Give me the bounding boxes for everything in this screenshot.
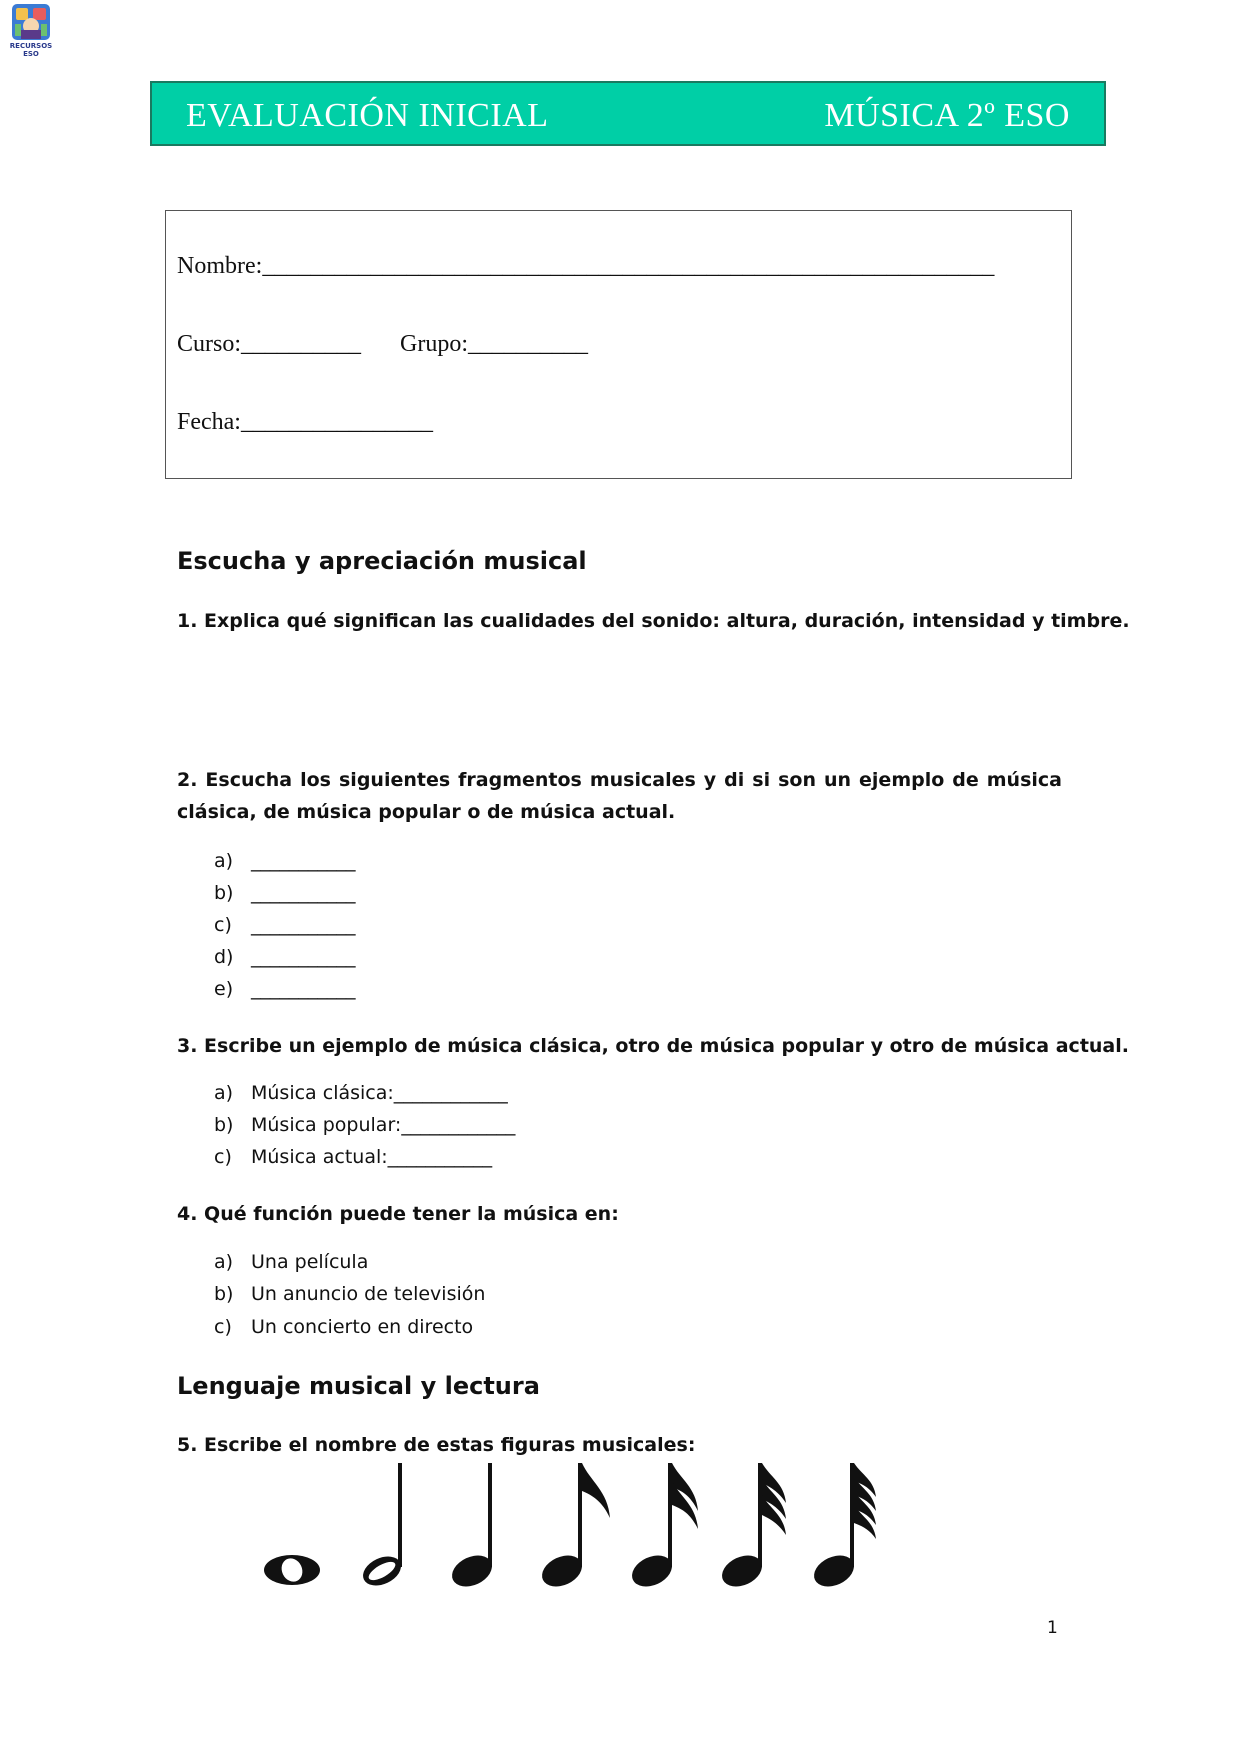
section-heading-lenguaje: Lenguaje musical y lectura (177, 1372, 540, 1400)
question-5: 5. Escribe el nombre de estas figuras musicales: (177, 1434, 696, 1456)
list-marker: b) (214, 1114, 234, 1136)
answer-blank[interactable]: ___________ (251, 850, 356, 872)
list-marker: b) (214, 1283, 234, 1305)
question-4: 4. Qué función puede tener la música en: (177, 1203, 619, 1225)
exam-title: EVALUACIÓN INICIAL (186, 97, 549, 134)
logo-text: RECURSOS ESO (9, 42, 53, 58)
answer-blank[interactable]: ___________ (251, 946, 356, 968)
list-marker: e) (214, 978, 234, 1000)
eighth-note-icon (537, 1463, 610, 1593)
list-marker: c) (214, 914, 232, 936)
answer-blank[interactable]: ___________ (251, 882, 356, 904)
answer-line[interactable]: Música actual:___________ (251, 1146, 493, 1168)
question-3: 3. Escribe un ejemplo de música clásica, otro de música popular y otro de música actual. (177, 1035, 1129, 1057)
musical-figures (262, 1463, 902, 1593)
list-marker: c) (214, 1316, 232, 1338)
list-text: Un anuncio de televisión (251, 1283, 486, 1305)
page-number: 1 (1047, 1618, 1058, 1638)
grupo-field[interactable]: Grupo:__________ (400, 331, 588, 357)
curso-field[interactable]: Curso:__________ (177, 331, 362, 357)
list-marker: c) (214, 1146, 232, 1168)
answer-line[interactable]: Música clásica:____________ (251, 1082, 508, 1104)
answer-blank[interactable]: ___________ (251, 978, 356, 1000)
sixteenth-note-icon (627, 1463, 698, 1593)
half-note-icon (358, 1463, 405, 1591)
list-marker: a) (214, 1082, 234, 1104)
list-text: Un concierto en directo (251, 1316, 474, 1338)
list-text: Una película (251, 1251, 369, 1273)
answer-line[interactable]: Música popular:____________ (251, 1114, 516, 1136)
answer-blank[interactable]: ___________ (251, 914, 356, 936)
nombre-field[interactable]: Nombre:_____________________________________________________________ (177, 253, 995, 279)
subject-title: MÚSICA 2º ESO (824, 97, 1070, 134)
section-heading-escucha: Escucha y apreciación musical (177, 547, 587, 575)
fecha-field[interactable]: Fecha:________________ (177, 409, 433, 435)
list-marker: a) (214, 1251, 234, 1273)
list-marker: a) (214, 850, 234, 872)
question-2: 2. Escucha los siguientes fragmentos musicales y di si son un ejemplo de música clásica, de música popular o de música actual. (177, 769, 1062, 823)
list-marker: d) (214, 946, 234, 968)
sixty-fourth-note-icon (809, 1463, 876, 1593)
header-banner (150, 81, 1106, 146)
list-marker: b) (214, 882, 234, 904)
whole-note-icon (264, 1555, 320, 1585)
quarter-note-icon (447, 1463, 497, 1593)
question-1: 1. Explica qué significan las cualidades del sonido: altura, duración, intensidad y timbre. (177, 610, 1130, 632)
thirty-second-note-icon (717, 1463, 786, 1593)
